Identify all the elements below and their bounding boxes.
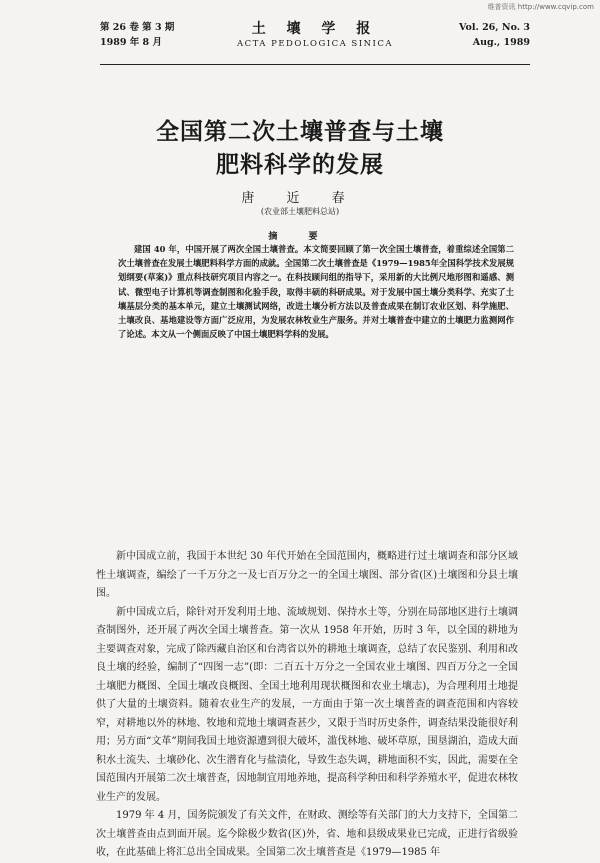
abstract-heading: 摘 要 bbox=[268, 232, 332, 242]
volume-issue: 第 26 卷 第 3 期 bbox=[100, 22, 175, 33]
date-cn: 1989 年 8 月 bbox=[100, 37, 162, 48]
abstract-text: 建国 40 年，中国开展了两次全国土壤普查。本文简要回顾了第一次全国土壤普查，着重综述全国第二次土壤普查在发展土壤肥料科学方面的成就。全国第二次土壤普查是《1979—1985年全国科学技术发展规划纲要(草案)》重点科技研究项目内容之一。在科技顾问组的指导下，采用新的大比例尺地形图和遥感、测试、微型电子计算机等调查制图和化验手段，取得丰硕的科研成果。对于发展中国土壤分类科学、充实了土壤基层分类的基本单元，建立土壤测试网络，改进土壤分析方法以及普查成果在制订农业区划、科学施肥、土壤改良、基地建设等方面广泛应用，为发展农林牧业生产服务。并对土壤普查中建立的土壤肥力监测网作了论述。本文从一个侧面反映了中国土壤肥料学科的发展。 bbox=[118, 244, 514, 340]
article-title bbox=[0, 116, 600, 182]
vol-no-en: Vol. 26, No. 3 bbox=[459, 22, 530, 33]
title-line-2: 肥料科学的发展 bbox=[216, 152, 384, 178]
paragraph-2: 新中国成立后，除针对开发利用土地、流域规划、保持水土等，分别在局部地区进行土壤调查制图外，还开展了两次全国土壤普查。第一次从 1958 年开始，历时 3 年，以全国的耕地为主要调查对象，完成了除西藏自治区和台湾省以外的耕地土壤调查，总结了农民鉴别、利用和改良土壤的经验，编制了“四图一志”(即：二百五十万分之一全国农业土壤图、四百万分之一全国土壤肥力概图、全国土壤改良概图、全国土地利用现状概图和农业土壤志)，为合理利用土地提供了大量的土壤资料。随着农业生产的发展，一方面由于第一次土壤普查的调查范围和内容较窄，对耕地以外的林地、牧地和荒地土壤调查甚少，又限于当时历史条件，调查结果没能很好利用；另方面“文革”期间我国土地资源遭到很大破坏，滥伐林地、破坏草原，围垦湖泊，造成大面积水土流失、土壤砂化、次生潜育化与盐渍化，导致生态失调，耕地面积不实，因此，需要在全国范围内开展第二次土壤普查，因地制宜用地养地，提高科学种田和科学养殖水平，促进农林牧业生产的发展。 bbox=[96, 606, 518, 803]
journal-title-cn: 土 壤 学 报 bbox=[251, 21, 379, 37]
date-en: Aug., 1989 bbox=[472, 37, 530, 48]
paragraph-1: 新中国成立前，我国于本世纪 30 年代开始在全国范围内，概略进行过土壤调查和部分区域性土壤调查，编绘了一千万分之一及七百万分之一的全国土壤图、部分省(区)土壤图和分县土壤图。 bbox=[96, 551, 518, 599]
watermark: 维普资讯 http://www.cqvip.com bbox=[487, 3, 594, 11]
affiliation: (农业部土壤肥料总站) bbox=[260, 207, 340, 216]
title-line-1: 全国第二次土壤普查与土壤 bbox=[156, 119, 444, 145]
header-right bbox=[459, 20, 530, 50]
body-text bbox=[96, 548, 518, 863]
journal-title-en: ACTA PEDOLOGICA SINICA bbox=[236, 39, 394, 49]
paragraph-3: 1979 年 4 月，国务院颁发了有关文件，在财政、测绘等有关部门的大力支持下，全国第二次土壤普查由点到面开展。迄今除极少数省(区)外，省、地和县级成果业已完成，正进行省级验收，在此基础上将汇总出全国成果。全国第二次土壤普查是《1979—1985 年 bbox=[96, 810, 518, 858]
author: 唐 近 春 bbox=[241, 191, 359, 206]
journal-header bbox=[100, 20, 530, 65]
